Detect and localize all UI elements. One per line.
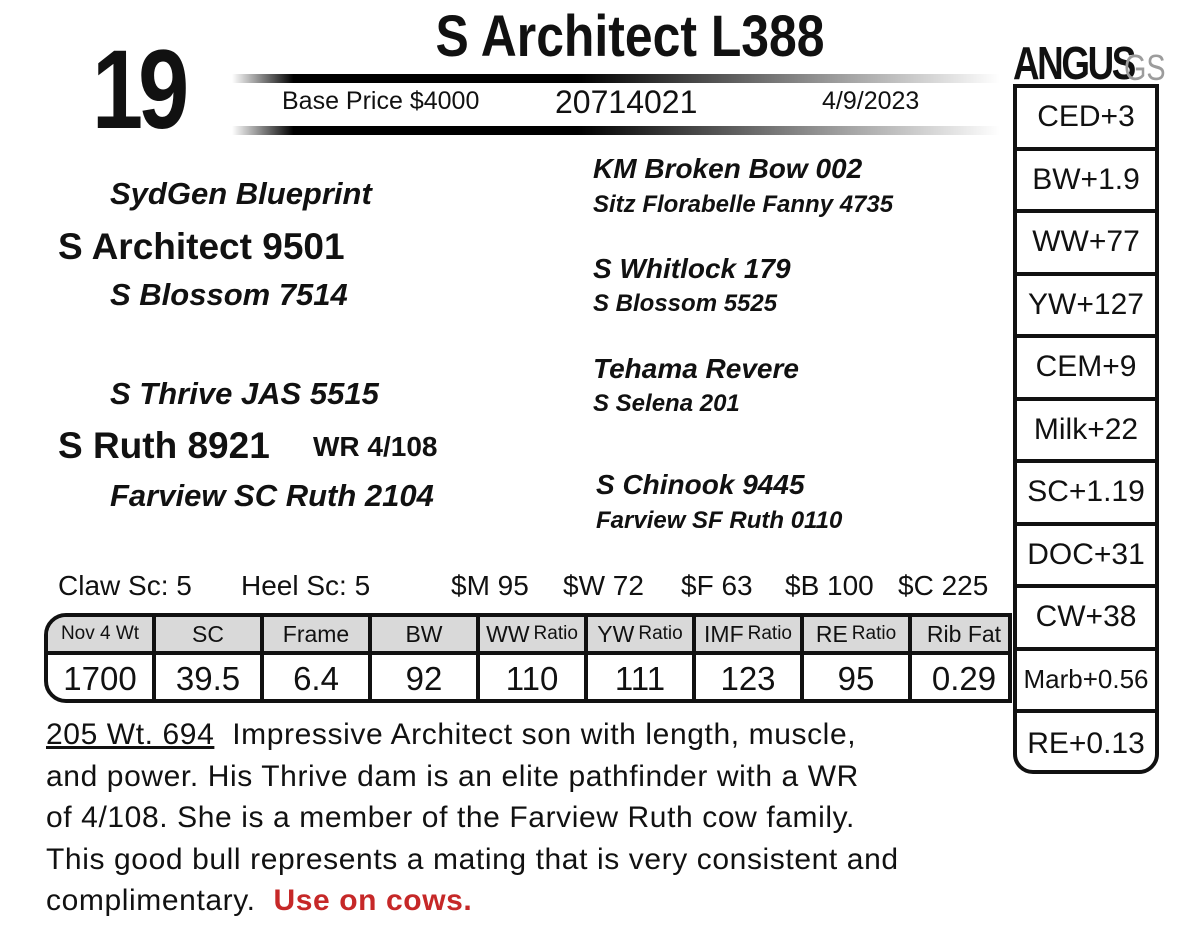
epd-milk: Milk+22 xyxy=(1017,401,1155,464)
value-yw-ratio: 111 xyxy=(588,655,696,703)
angus-logo-suffix: GS xyxy=(1124,47,1166,88)
claw-score: Claw Sc: 5 xyxy=(58,570,192,601)
dam-dam: Farview SC Ruth 2104 xyxy=(110,478,434,513)
epd-doc: DOC+31 xyxy=(1017,526,1155,589)
value-sc: 39.5 xyxy=(156,655,264,703)
sire-sire-sire: KM Broken Bow 002 xyxy=(593,153,863,184)
bull-name: S Architect L388 xyxy=(435,4,825,69)
header-rib-fat: Rib Fat xyxy=(912,617,1012,655)
value-nov-wt: 1700 xyxy=(48,655,156,703)
header-re-ratio: RE Ratio xyxy=(804,617,912,655)
epd-cem: CEM+9 xyxy=(1017,338,1155,401)
angus-logo: ANGUS xyxy=(1013,37,1134,89)
epd-re: RE+0.13 xyxy=(1027,727,1145,761)
description-line: of 4/108. She is a member of the Farview Ruth cow family. xyxy=(46,801,855,834)
performance-table xyxy=(44,613,1012,703)
dam-wr: WR 4/108 xyxy=(313,431,438,462)
sire-dam-sire: S Whitlock 179 xyxy=(593,253,791,284)
epd-cw: CW+38 xyxy=(1017,588,1155,651)
sire-dam-dam: S Blossom 5525 xyxy=(593,290,778,317)
dollar-c: $C 225 xyxy=(898,570,989,601)
dam-dam-sire: S Chinook 9445 xyxy=(596,469,805,500)
header-nov-wt: Nov 4 Wt xyxy=(48,617,156,655)
dam-dam-dam: Farview SF Ruth 0110 xyxy=(596,507,843,534)
weaning-weight: 205 Wt. 694 xyxy=(46,718,215,751)
header-imf-ratio: IMF Ratio xyxy=(696,617,804,655)
description-line: complimentary. Use on cows. xyxy=(46,884,473,917)
dam-sire-sire: Tehama Revere xyxy=(593,353,799,384)
value-frame: 6.4 xyxy=(264,655,372,703)
epd-bw: BW+1.9 xyxy=(1017,151,1155,214)
value-rib-fat: 0.29 xyxy=(931,660,997,697)
header-ww-ratio: WW Ratio xyxy=(480,617,588,655)
value-ww-ratio: 110 xyxy=(480,655,588,703)
description xyxy=(46,714,1006,922)
header-yw-ratio: YW Ratio xyxy=(588,617,696,655)
sire-sire: SydGen Blueprint xyxy=(110,176,372,211)
epd-ww: WW+77 xyxy=(1017,213,1155,276)
registration-number: 20714021 xyxy=(555,84,698,120)
birth-date: 4/9/2023 xyxy=(822,87,920,115)
description-line: 205 Wt. 694 Impressive Architect son with length, muscle, xyxy=(46,718,857,751)
header-bw: BW xyxy=(372,617,480,655)
description-line: and power. His Thrive dam is an elite pathfinder with a WR xyxy=(46,759,859,793)
header-frame: Frame xyxy=(264,617,372,655)
epd-column xyxy=(1013,84,1159,774)
value-imf-ratio: 123 xyxy=(696,655,804,703)
header-sc: SC xyxy=(156,617,264,655)
description-line: This good bull represents a mating that is very consistent and xyxy=(46,842,899,876)
value-re-ratio: 95 xyxy=(804,655,912,703)
sire-sire-dam: Sitz Florabelle Fanny 4735 xyxy=(593,191,894,218)
dollar-w: $W 72 xyxy=(563,570,644,601)
epd-sc: SC+1.19 xyxy=(1017,463,1155,526)
dollar-m: $M 95 xyxy=(451,570,529,601)
bottom-divider xyxy=(232,126,1000,135)
lot-number: 19 xyxy=(92,27,185,152)
heel-score: Heel Sc: 5 xyxy=(241,570,371,601)
dam-sire: S Thrive JAS 5515 xyxy=(110,376,379,411)
value-bw: 92 xyxy=(372,655,480,703)
highlight-note: Use on cows. xyxy=(273,884,473,917)
dollar-b: $B 100 xyxy=(785,570,874,601)
sire: S Architect 9501 xyxy=(58,226,345,267)
dollar-f: $F 63 xyxy=(681,570,753,601)
dam: S Ruth 8921 xyxy=(58,425,270,466)
dam-sire-dam: S Selena 201 xyxy=(593,390,740,417)
epd-ced: CED+3 xyxy=(1017,88,1155,151)
epd-marb: Marb+0.56 xyxy=(1017,651,1155,714)
top-divider xyxy=(232,74,1000,83)
sire-dam: S Blossom 7514 xyxy=(110,277,348,312)
epd-yw: YW+127 xyxy=(1017,276,1155,339)
base-price: Base Price $4000 xyxy=(282,87,480,115)
